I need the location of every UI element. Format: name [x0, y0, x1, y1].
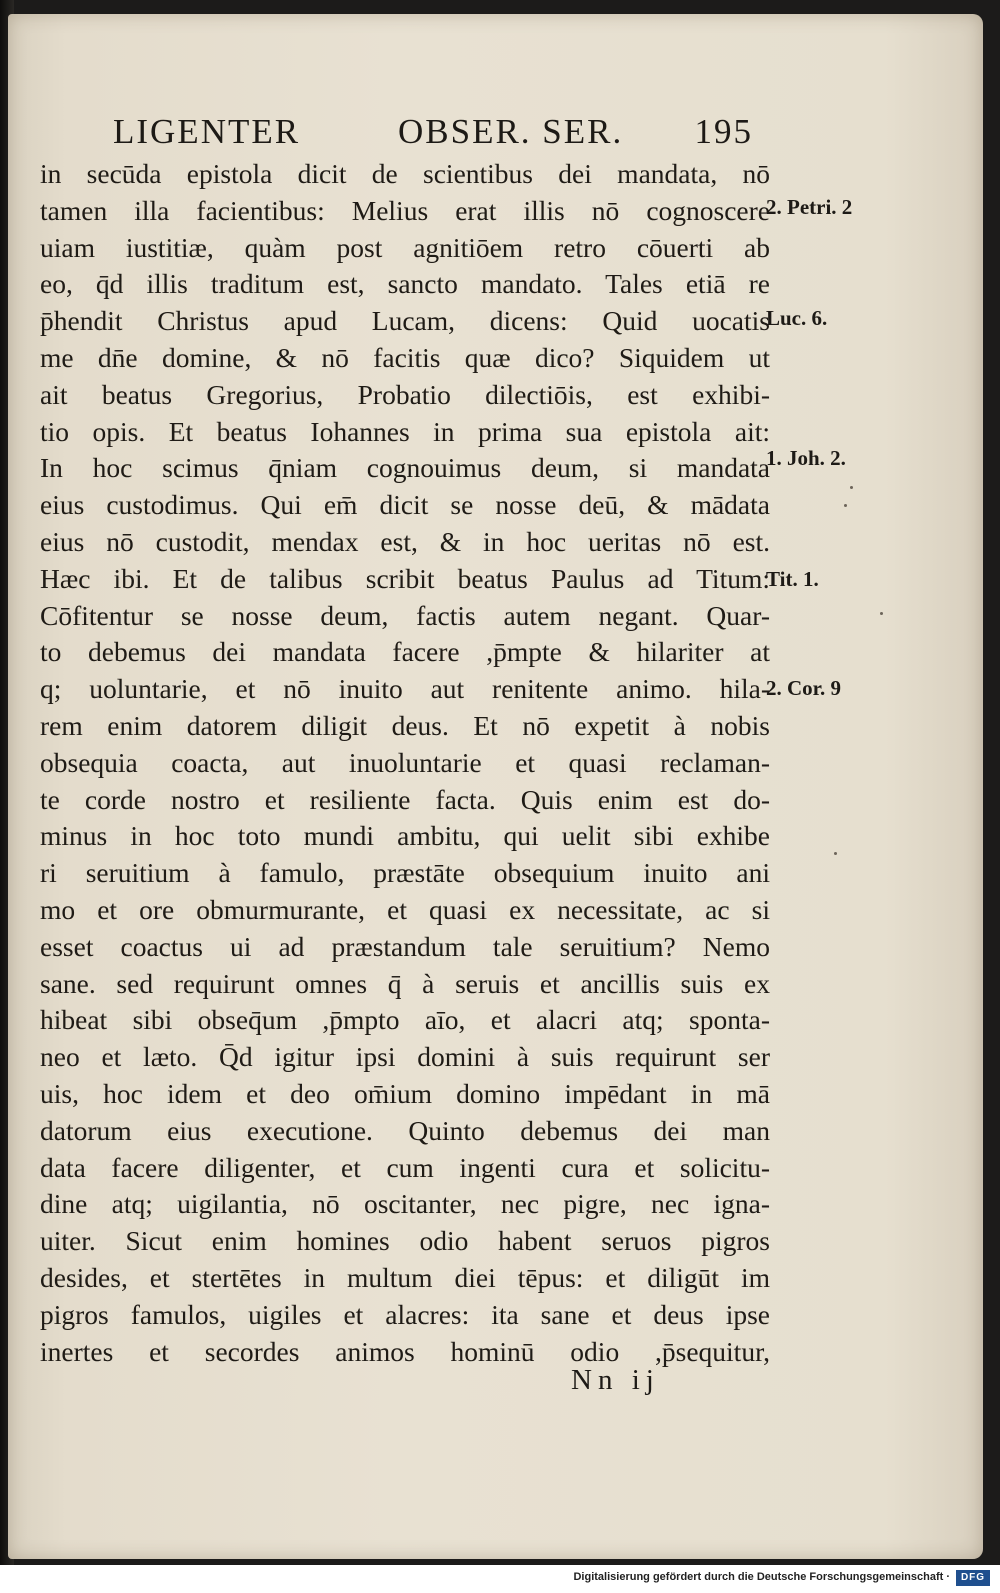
text-line: q; uoluntarie, et nō inuito aut renitente animo. hila- — [40, 673, 770, 705]
text-line: tio opis. Et beatus Iohannes in prima sua epistola ait: — [40, 415, 770, 447]
paper-speck — [880, 612, 883, 615]
marginal-note-2-cor: 2. Cor. 9 — [766, 676, 842, 700]
text-line: sane. sed requirunt omnes q̄ à seruis et ancillis suis ex — [40, 967, 770, 999]
text-line: me dn̄e domine, & nō facitis quæ dico? Siquidem ut — [40, 341, 770, 373]
text-line: neo et læto. Q̄d igitur ipsi domini à suis requirunt ser — [40, 1041, 770, 1073]
paper-speck — [850, 486, 853, 489]
text-line: data facere diligenter, et cum ingenti cura et solicitu- — [40, 1151, 770, 1183]
text-line: pigros famulos, uigiles et alacres: ita sane et deus ipse — [40, 1298, 770, 1330]
text-line: eo, q̄d illis traditum est, sancto mandato. Tales etiā re — [40, 268, 770, 300]
text-line: Hæc ibi. Et de talibus scribit beatus Paulus ad Titum: — [40, 562, 770, 594]
text-line: In hoc scimus q̄niam cognouimus deum, si mandata — [40, 452, 770, 484]
text-line: ait beatus Gregorius, Probatio dilectiōis, est exhibi- — [40, 378, 770, 410]
running-head-left: LIGENTER — [113, 112, 301, 151]
text-line: p̄hendit Christus apud Lucam, dicens: Quid uocatis — [40, 305, 770, 337]
text-line: ri seruitium à famulo, præstāte obsequium inuito ani — [40, 857, 770, 889]
text-line: uiam iustitiæ, quàm post agnitiōem retro cōuerti ab — [40, 231, 770, 263]
text-line: dine atq; uigilantia, nō oscitanter, nec pigre, nec igna- — [40, 1188, 770, 1220]
marginal-note-2-petri: 2. Petri. 2 — [766, 195, 853, 219]
text-line: hibeat sibi obseq̄um ,p̄mpto aīo, et alacri atq; sponta- — [40, 1004, 770, 1036]
footer-bar — [0, 1565, 1000, 1593]
text-line: Cōfitentur se nosse deum, factis autem negant. Quar- — [40, 599, 770, 631]
marginal-note-tit: Tit. 1. — [766, 567, 819, 591]
signature-mark: Nn ij — [571, 1364, 660, 1396]
text-line: datorum eius executione. Quinto debemus dei man — [40, 1114, 770, 1146]
text-line: desides, et stertētes in multum diei tēpus: et diligūt im — [40, 1261, 770, 1293]
text-line: esset coactus ui ad præstandum tale seruitium? Nemo — [40, 930, 770, 962]
text-line: mo et ore obmurmurante, et quasi ex necessitate, ac si — [40, 893, 770, 925]
text-line: eius custodimus. Qui em̄ dicit se nosse deū, & mādata — [40, 489, 770, 521]
page-number: 195 — [694, 112, 753, 151]
text-line: in secūda epistola dicit de scientibus dei mandata, nō — [40, 158, 770, 189]
main-text-block — [40, 156, 770, 1370]
text-line: te corde nostro et resiliente facta. Quis enim est do- — [40, 783, 770, 815]
text-line: rem enim datorem diligit deus. Et nō expetit à nobis — [40, 709, 770, 741]
text-line: eius nō custodit, mendax est, & in hoc ueritas nō est. — [40, 525, 770, 557]
text-line: minus in hoc toto mundi ambitu, qui uelit sibi exhibe — [40, 820, 770, 852]
text-line: to debemus dei mandata facere ,p̄mpte & hilariter at — [40, 636, 770, 668]
marginal-note-1-joh: 1. Joh. 2. — [766, 446, 846, 470]
running-head-middle: OBSER. SER. — [398, 112, 624, 151]
text-line: uis, hoc idem et deo om̄ium domino impēdant in mā — [40, 1077, 770, 1109]
footer-credit: Digitalisierung gefördert durch die Deutsche Forschungsgemeinschaft · — [573, 1571, 950, 1583]
paper-speck — [844, 504, 847, 507]
text-line: uiter. Sicut enim homines odio habent seruos pigros — [40, 1225, 770, 1257]
text-line: obsequia coacta, aut inuoluntarie et quasi reclaman- — [40, 746, 770, 778]
running-head — [113, 112, 753, 152]
marginal-note-luc: Luc. 6. — [766, 306, 828, 330]
dfg-logo: DFG — [956, 1570, 990, 1586]
book-page — [8, 14, 983, 1559]
text-line: inertes et secordes animos hominū odio ,p̄sequitur, — [40, 1335, 770, 1367]
text-line: tamen illa facientibus: Melius erat illis nō cognoscere — [40, 194, 770, 226]
paper-speck — [834, 852, 837, 855]
